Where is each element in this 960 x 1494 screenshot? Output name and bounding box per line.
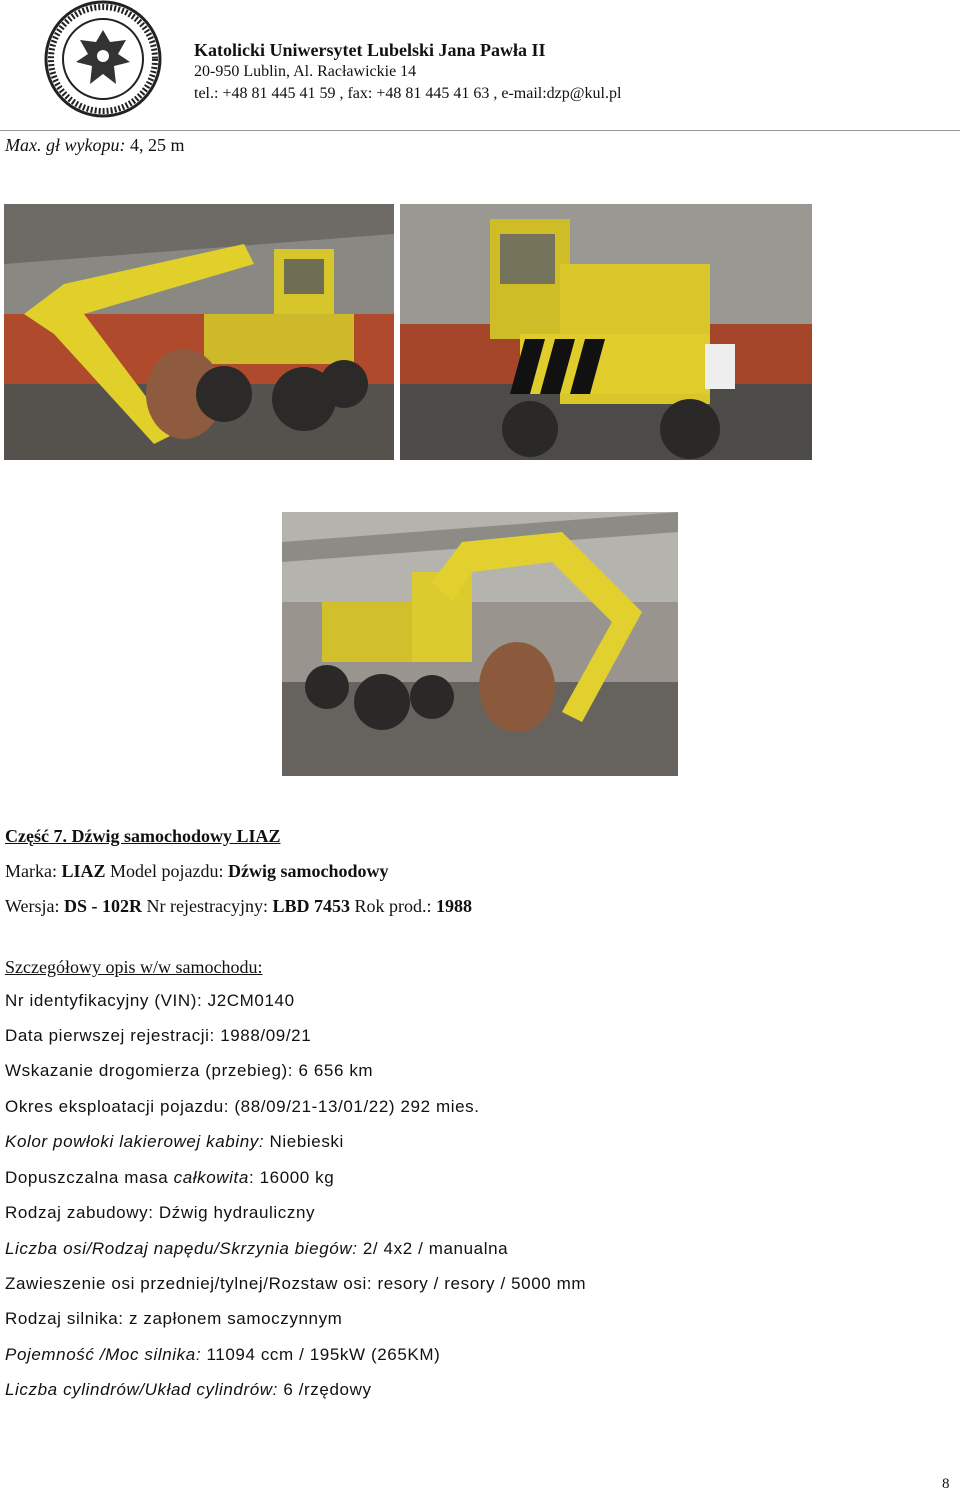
operation-period-line: Okres eksploatacji pojazdu: (88/09/21-13/01/22) 292 mies. bbox=[5, 1097, 480, 1116]
model-label: Model pojazdu: bbox=[110, 861, 224, 881]
body-type-line bbox=[5, 1203, 315, 1223]
page-number: 8 bbox=[942, 1476, 950, 1492]
version-value: DS - 102R bbox=[64, 896, 143, 916]
excavator-photo-front-left bbox=[4, 204, 394, 460]
engine-capacity-value: 11094 ccm / 195kW (265KM) bbox=[206, 1345, 441, 1364]
first-registration-line: Data pierwszej rejestracji: 1988/09/21 bbox=[5, 1026, 312, 1045]
excavator-photo-side bbox=[282, 512, 678, 776]
cylinders-value: 6 /rzędowy bbox=[283, 1380, 372, 1399]
body-type-label: Rodzaj zabudowy: bbox=[5, 1203, 154, 1222]
make-model-line bbox=[5, 861, 388, 882]
registration-label: Nr rejestracyjny: bbox=[146, 896, 268, 916]
header-divider bbox=[0, 130, 960, 131]
cab-color-label: Kolor powłoki lakierowej kabiny: bbox=[5, 1132, 265, 1151]
version-label: Wersja: bbox=[5, 896, 60, 916]
header-title: Katolicki Uniwersytet Lubelski Jana Pawła II bbox=[194, 40, 546, 60]
excavation-depth-label: Max. gł wykopu: bbox=[5, 135, 126, 155]
version-line bbox=[5, 896, 472, 917]
axles-line bbox=[5, 1239, 508, 1259]
year-value: 1988 bbox=[436, 896, 473, 916]
suspension-value: resory / resory / 5000 mm bbox=[377, 1274, 587, 1293]
cylinders-label: Liczba cylindrów/Układ cylindrów: bbox=[5, 1380, 279, 1399]
registration-value: LBD 7453 bbox=[272, 896, 351, 916]
axles-label: Liczba osi/Rodzaj napędu/Skrzynia biegów: bbox=[5, 1239, 358, 1258]
cab-color-value: Niebieski bbox=[269, 1132, 344, 1151]
gross-mass-line bbox=[5, 1168, 334, 1188]
make-value: LIAZ bbox=[61, 861, 106, 881]
year-label: Rok prod.: bbox=[354, 896, 432, 916]
engine-type-line bbox=[5, 1309, 342, 1329]
details-heading: Szczegółowy opis w/w samochodu: bbox=[5, 957, 263, 977]
excavation-depth bbox=[5, 135, 184, 156]
header-address: 20-950 Lublin, Al. Racławickie 14 bbox=[194, 63, 417, 80]
mileage-line: Wskazanie drogomierza (przebieg): 6 656 km bbox=[5, 1061, 374, 1080]
excavation-depth-value: 4, 25 m bbox=[129, 135, 185, 155]
body-type-value: Dźwig hydrauliczny bbox=[158, 1203, 316, 1222]
engine-type-label: Rodzaj silnika: bbox=[5, 1309, 124, 1328]
university-seal-icon bbox=[44, 0, 162, 118]
gross-mass-value: : 16000 kg bbox=[248, 1168, 335, 1187]
suspension-line bbox=[5, 1274, 586, 1294]
model-value: Dźwig samochodowy bbox=[227, 861, 389, 881]
suspension-label: Zawieszenie osi przedniej/tylnej/Rozstaw osi: bbox=[5, 1274, 373, 1293]
cylinders-line bbox=[5, 1380, 372, 1400]
engine-capacity-line bbox=[5, 1345, 440, 1365]
cab-color-line bbox=[5, 1132, 344, 1152]
engine-capacity-label: Pojemność /Moc silnika: bbox=[5, 1345, 202, 1364]
vin-line: Nr identyfikacyjny (VIN): J2CM0140 bbox=[5, 991, 295, 1010]
header-contact: tel.: +48 81 445 41 59 , fax: +48 81 445 41 63 , e-mail:dzp@kul.pl bbox=[194, 85, 622, 102]
excavator-photo-rear bbox=[400, 204, 812, 460]
axles-value: 2/ 4x2 / manualna bbox=[362, 1239, 509, 1258]
gross-mass-label: Dopuszczalna masa bbox=[5, 1168, 169, 1187]
gross-mass-label-italic: całkowita bbox=[173, 1168, 249, 1187]
engine-type-value: z zapłonem samoczynnym bbox=[128, 1309, 343, 1328]
make-label: Marka: bbox=[5, 861, 57, 881]
section-heading: Część 7. Dźwig samochodowy LIAZ bbox=[5, 826, 281, 846]
